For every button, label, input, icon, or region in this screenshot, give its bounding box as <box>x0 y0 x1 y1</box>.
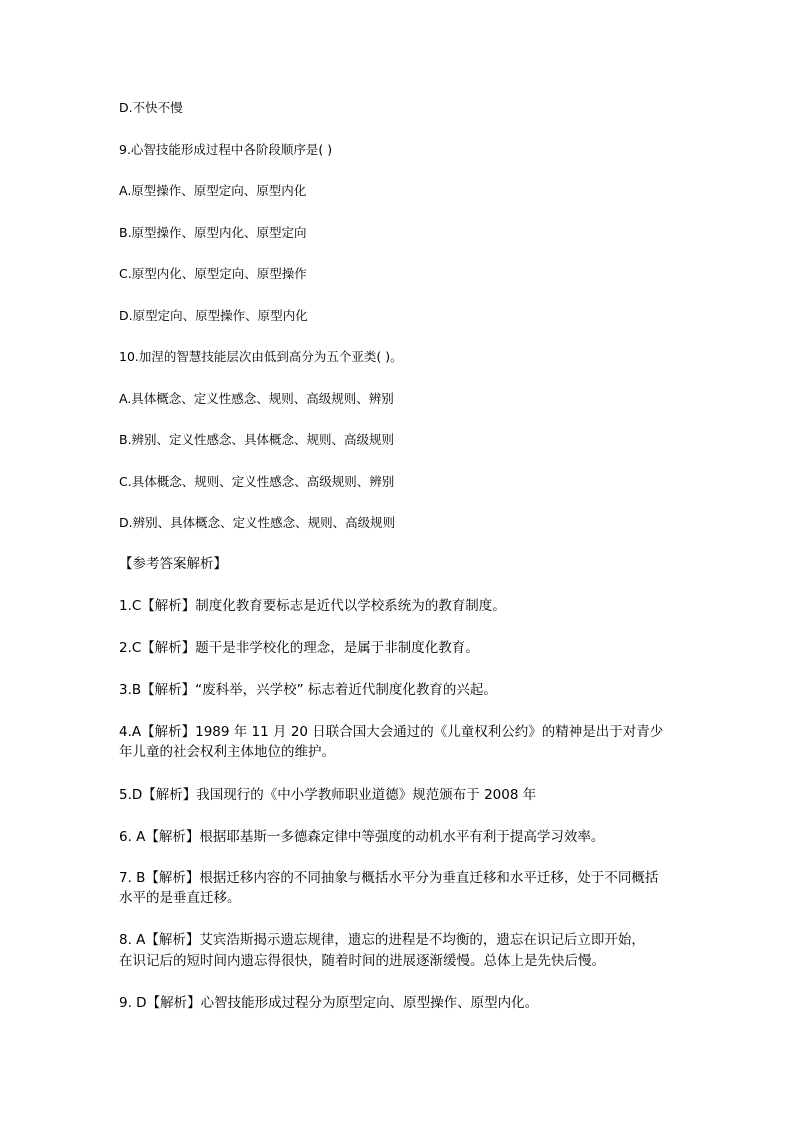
q10-option-a: A.具体概念、定义性感念、规则、高级规则、辨别 <box>119 391 394 406</box>
q10-option-c: C.具体概念、规则、定义性感念、高级规则、辨别 <box>119 474 395 489</box>
q10-option-d: D.辨别、具体概念、定义性感念、规则、高级规则 <box>119 515 396 530</box>
answer-4-line-1: 4.A【解析】1989 年 11 月 20 日联合国大会通过的《儿童权利公约》的精神是出于对青少 <box>119 724 664 740</box>
q9-option-d: D.原型定向、原型操作、原型内化 <box>119 308 308 323</box>
q9-option-c: C.原型内化、原型定向、原型操作 <box>119 266 307 281</box>
q9-option-a: A.原型操作、原型定向、原型内化 <box>119 183 307 198</box>
answer-6-line-1: 6. A【解析】根据耶基斯一多德森定律中等强度的动机水平有利于提高学习效率。 <box>119 829 605 845</box>
answer-8-line-2: 在识记后的短时间内遗忘得很快，随着时间的进展逐渐缓慢。总体上是先快后慢。 <box>119 953 605 969</box>
answer-4-line-2: 年儿童的社会权利主体地位的维护。 <box>119 744 335 760</box>
answer-5-line-1: 5.D【解析】我国现行的《中小学教师职业道德》规范颁布于 2008 年 <box>119 787 537 803</box>
answer-2-line-1: 2.C【解析】题干是非学校化的理念，是属于非制度化教育。 <box>119 640 479 656</box>
answer-section-heading: 【参考答案解析】 <box>119 556 227 572</box>
q10-stem: 10.加涅的智慧技能层次由低到高分为五个亚类( )。 <box>119 349 403 364</box>
answer-7-line-2: 水平的是垂直迁移。 <box>119 890 241 906</box>
q9-stem: 9.心智技能形成过程中各阶段顺序是( ) <box>119 142 333 157</box>
answer-9-line-1: 9. D【解析】心智技能形成过程分为原型定向、原型操作、原型内化。 <box>119 995 539 1011</box>
q10-option-b: B.辨别、定义性感念、具体概念、规则、高级规则 <box>119 432 395 447</box>
answer-1-line-1: 1.C【解析】制度化教育要标志是近代以学校系统为的教育制度。 <box>119 598 506 614</box>
answer-3-line-1: 3.B【解析】“废科举，兴学校” 标志着近代制度化教育的兴起。 <box>119 682 497 698</box>
answer-7-line-1: 7. B【解析】根据迁移内容的不同抽象与概括水平分为垂直迁移和水平迁移，处于不同概括 <box>119 870 659 886</box>
answer-8-line-1: 8. A【解析】艾宾浩斯揭示遗忘规律，遗忘的进程是不均衡的，遗忘在识记后立即开始， <box>119 932 645 948</box>
q9-option-b: B.原型操作、原型内化、原型定向 <box>119 225 307 240</box>
q8-option-d: D.不快不慢 <box>119 100 183 115</box>
